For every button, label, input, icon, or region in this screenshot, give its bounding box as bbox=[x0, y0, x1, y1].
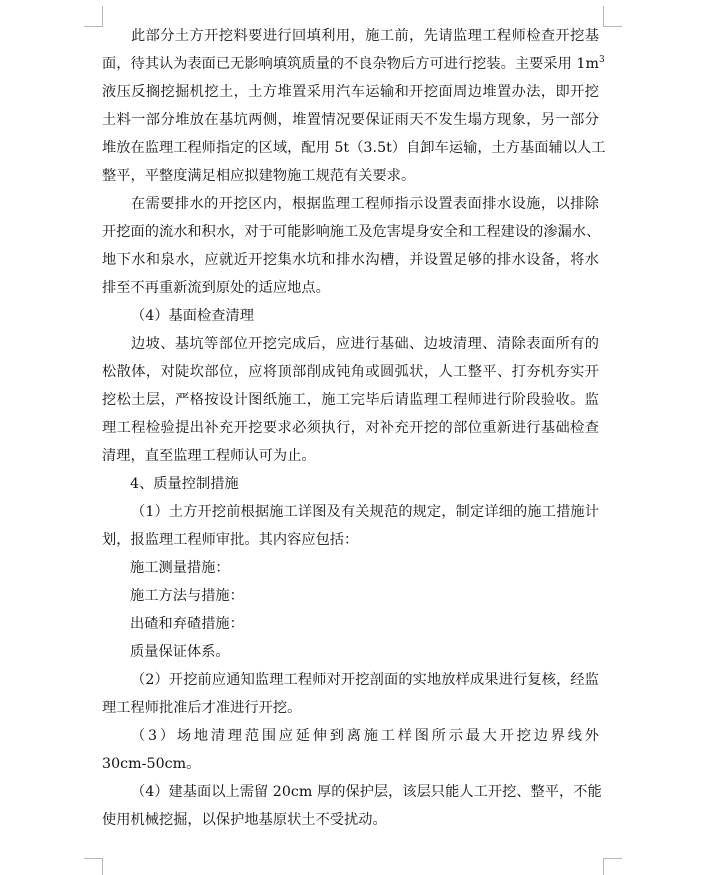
text-line: 划，报监理工程师审批。其内容应包括： bbox=[102, 532, 359, 548]
crop-mark-top-right bbox=[603, 6, 622, 27]
unit-1m: 1m bbox=[576, 56, 599, 72]
text-line: （4）建基面以上需留 20cm 厚的保护层，该层只能人工开挖、整平，不能 bbox=[131, 784, 602, 800]
section-heading: （4）基面检查清理 bbox=[131, 308, 254, 324]
section-heading: 4、质量控制措施 bbox=[130, 476, 239, 492]
text-line: 30cm-50cm。 bbox=[102, 756, 201, 772]
text-line: 挖松土层，严格按设计图纸施工，施工完毕后请监理工程师进行阶段验收。监 bbox=[102, 392, 599, 408]
crop-mark-top-left bbox=[84, 6, 103, 27]
text-line: 液压反搁挖掘机挖土，土方堆置采用汽车运输和开挖面周边堆置办法，即开挖 bbox=[102, 84, 599, 100]
text-line: 在需要排水的开挖区内，根据监理工程师指示设置表面排水设施，以排除 bbox=[131, 196, 599, 212]
text-line: 土料一部分堆放在基坑两侧，堆置情况要保证雨天不发生塌方现象，另一部分 bbox=[102, 112, 599, 128]
list-item: 施工方法与措施： bbox=[130, 588, 244, 604]
crop-mark-bottom-right bbox=[603, 858, 622, 875]
document-body bbox=[102, 22, 606, 834]
list-item: 质量保证体系。 bbox=[130, 644, 230, 660]
text-line: 排至不再重新流到原处的适应地点。 bbox=[102, 280, 330, 296]
list-item: 施工测量措施： bbox=[130, 560, 230, 576]
text-line: 整平，平整度满足相应拟建物施工规范有关要求。 bbox=[102, 168, 416, 184]
unit-superscript: 3 bbox=[599, 55, 605, 65]
text-line: 理工程师批准后才准进行开挖。 bbox=[102, 700, 302, 716]
text-line: （2）开挖前应通知监理工程师对开挖剖面的实地放样成果进行复核，经监 bbox=[131, 672, 599, 688]
text-line: 松散体，对陡坎部位，应将顶部削成钝角或圆弧状，人工整平、打夯机夯实开 bbox=[102, 364, 599, 380]
text-line: 使用机械挖掘，以保护地基原状土不受扰动。 bbox=[102, 812, 387, 828]
list-item: 出碴和弃碴措施： bbox=[130, 616, 244, 632]
text-line: 堆放在监理工程师指定的区域，配用 5t（3.5t）自卸车运输，土方基面辅以人工 bbox=[102, 140, 606, 156]
text-line: 边坡、基坑等部位开挖完成后，应进行基础、边坡清理、清除表面所有的 bbox=[131, 336, 599, 352]
text-line: （3）场地清理范围应延伸到离施工样图所示最大开挖边界线外 bbox=[131, 728, 599, 744]
text-line: 此部分土方开挖料要进行回填利用，施工前，先请监理工程师检查开挖基 bbox=[131, 28, 599, 44]
crop-mark-bottom-left bbox=[84, 858, 103, 875]
text-line: 理工程检验提出补充开挖要求必须执行，对补充开挖的部位重新进行基础检查 bbox=[102, 420, 599, 436]
text-line: 清理，直至监理工程师认可为止。 bbox=[102, 448, 316, 464]
text-line: 地下水和泉水，应就近开挖集水坑和排水沟槽，并设置足够的排水设备，将水 bbox=[102, 252, 599, 268]
text-line: 面，待其认为表面已无影响填筑质量的不良杂物后方可进行挖装。主要采用 $1m^3$ bbox=[102, 55, 605, 72]
text-line: 开挖面的流水和积水，对于可能影响施工及危害堤身安全和工程建设的渗漏水、 bbox=[102, 224, 601, 240]
text-line: （1）土方开挖前根据施工详图及有关规范的规定，制定详细的施工措施计 bbox=[131, 504, 599, 520]
